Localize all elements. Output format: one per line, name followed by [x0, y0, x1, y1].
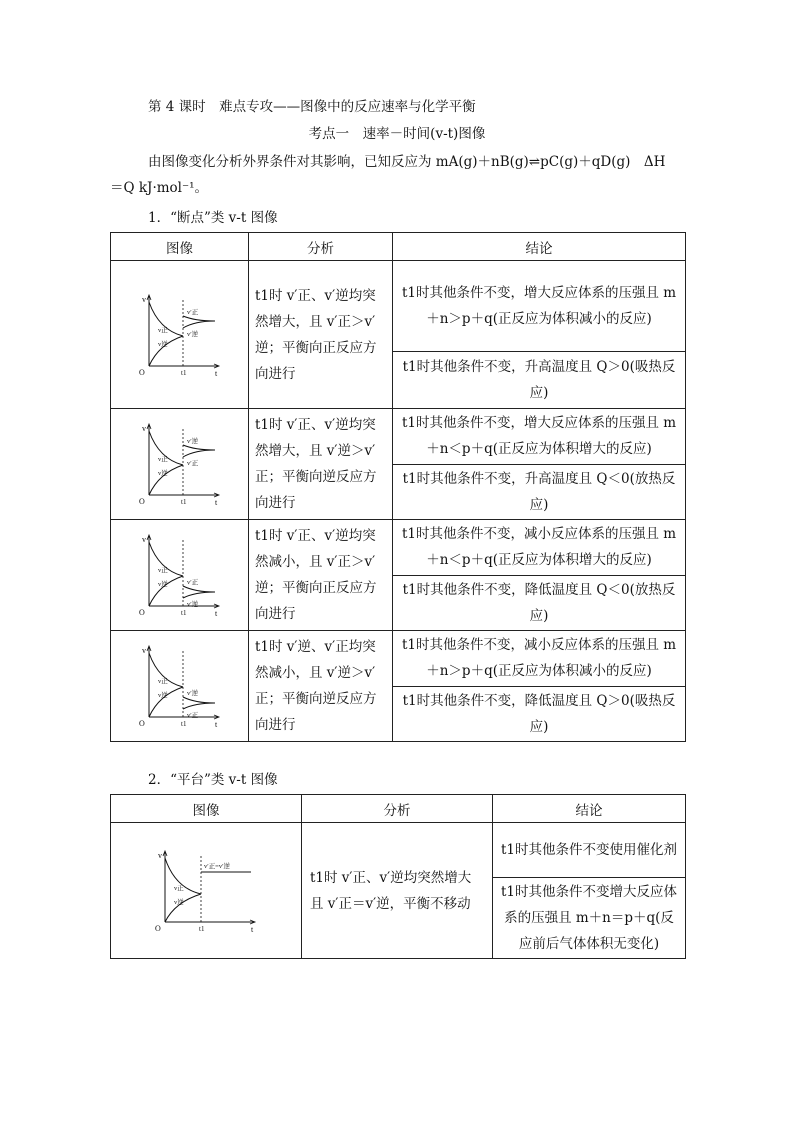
header-conclusion: 结论: [493, 795, 686, 823]
curve-lower-after: [183, 592, 215, 598]
header-graph: 图像: [111, 795, 302, 823]
axis-t-label: t: [214, 368, 217, 378]
analysis-cell: t1时 v′正、v′逆均突然减小，且 v′正＞v′逆；平衡向正反应方向进行: [249, 520, 393, 631]
label-lower-after: v′正: [186, 460, 198, 467]
page-title: 第 4 课时 难点专攻——图像中的反应速率与化学平衡: [148, 99, 476, 115]
label-v-forward: v正: [157, 456, 168, 463]
intro-line-1: 由图像变化分析外界条件对其影响，已知反应为 mA(g)＋nB(g)⇌pC(g)＋qD(g) ΔH: [148, 154, 666, 170]
conclusion-cell: t1时其他条件不变，升高温度且 Q＞0(吸热反应): [393, 352, 686, 409]
plateau-table: [110, 794, 686, 959]
t1-label: t1: [180, 498, 186, 506]
vt-graph-cell: [111, 261, 249, 409]
t1-label: t1: [199, 924, 205, 933]
t1-label: t1: [180, 720, 186, 728]
vt-graph-plateau: [151, 844, 261, 934]
curve-lower-after: [183, 321, 215, 328]
label-v-reverse: v逆: [157, 340, 168, 348]
label-v-reverse: v逆: [157, 470, 168, 477]
intro-line-2: ＝Q kJ·mol⁻¹。: [110, 180, 209, 196]
analysis-cell: t1时 v′正、v′逆均突然增大且 v′正＝v′逆，平衡不移动: [302, 823, 493, 959]
axis-t-label: t: [214, 498, 217, 507]
origin-label: O: [138, 608, 145, 617]
conclusion-cell: t1时其他条件不变，升高温度且 Q＜0(放热反应): [393, 464, 686, 520]
vt-graph-cell: [111, 631, 249, 742]
origin-label: O: [138, 497, 145, 506]
vt-graph-cell: [111, 823, 302, 959]
vt-graph-2: [135, 417, 225, 507]
label-v-forward: v正: [157, 326, 168, 334]
curve-upper-after: [183, 586, 215, 592]
vt-graph-4: [135, 639, 225, 729]
label-plateau: v′正=v′逆: [204, 862, 231, 870]
curve-lower-after: [183, 450, 215, 457]
conclusion-cell: t1时其他条件不变，减小反应体系的压强且 m＋n＜p＋q(正反应为体积增大的反应): [393, 520, 686, 576]
axis-v-label: v: [141, 424, 146, 433]
label-v-reverse: v逆: [174, 898, 184, 906]
origin-label: O: [155, 923, 161, 933]
label-lower-after: v′逆: [186, 601, 198, 608]
vt-graph-3: [135, 528, 225, 618]
conclusion-cell: t1时其他条件不变，增大反应体系的压强且 m＋n＜p＋q(正反应为体积增大的反应): [393, 409, 686, 465]
header-analysis: 分析: [249, 233, 393, 261]
label-upper-after: v′正: [186, 308, 198, 316]
label-v-forward: v正: [157, 678, 168, 685]
axis-v-label: v: [158, 850, 162, 860]
origin-label: O: [138, 367, 145, 377]
origin-label: O: [138, 719, 145, 728]
conclusion-cell: t1时其他条件不变增大反应体系的压强且 m＋n＝p＋q(反应前后气体体积无变化): [493, 878, 686, 959]
label-lower-after: v′正: [186, 712, 198, 719]
axis-v-label: v: [141, 535, 146, 544]
axis-t-label: t: [214, 720, 217, 729]
t1-label: t1: [180, 368, 186, 377]
header-analysis: 分析: [302, 795, 493, 823]
vt-graph-cell: [111, 520, 249, 631]
label-upper-after: v′正: [186, 579, 198, 586]
label-upper-after: v′逆: [186, 438, 198, 445]
axis-t-label: t: [214, 609, 217, 618]
analysis-cell: t1时 v′逆、v′正均突然减小，且 v′逆＞v′正；平衡向逆反应方向进行: [249, 631, 393, 742]
label-lower-after: v′逆: [186, 330, 198, 338]
curve-lower-after: [183, 703, 215, 709]
label-v-reverse: v逆: [157, 692, 168, 699]
section2-heading: 2．“平台”类 v-t 图像: [148, 772, 278, 788]
conclusion-cell: t1时其他条件不变，降低温度且 Q＞0(吸热反应): [393, 686, 686, 742]
vt-graph-1: [135, 288, 225, 378]
header-conclusion: 结论: [393, 233, 686, 261]
axis-v-label: v: [141, 646, 146, 655]
breakpoint-table: [110, 232, 686, 742]
conclusion-cell: t1时其他条件不变使用催化剂: [493, 823, 686, 878]
section1-heading: 1．“断点”类 v-t 图像: [148, 210, 278, 226]
axis-t-label: t: [251, 924, 254, 934]
conclusion-cell: t1时其他条件不变，增大反应体系的压强且 m＋n＞p＋q(正反应为体积减小的反应): [393, 261, 686, 352]
analysis-cell: t1时 v′正、v′逆均突然增大，且 v′正＞v′逆；平衡向正反应方向进行: [249, 261, 393, 409]
curve-upper-after: [183, 445, 215, 450]
curve-upper-after: [183, 697, 215, 703]
curve-upper-after: [183, 316, 215, 321]
conclusion-cell: t1时其他条件不变，降低温度且 Q＜0(放热反应): [393, 575, 686, 631]
section-subtitle: 考点一 速率－时间(v-t)图像: [308, 126, 486, 142]
label-v-forward: v正: [157, 567, 168, 574]
analysis-cell: t1时 v′正、v′逆均突然增大，且 v′逆＞v′正；平衡向逆反应方向进行: [249, 409, 393, 520]
header-graph: 图像: [111, 233, 249, 261]
axis-v-label: v: [141, 294, 146, 304]
label-upper-after: v′逆: [186, 690, 198, 697]
label-v-forward: v正: [174, 884, 184, 892]
vt-graph-cell: [111, 409, 249, 520]
t1-label: t1: [180, 609, 186, 617]
conclusion-cell: t1时其他条件不变，减小反应体系的压强且 m＋n＞p＋q(正反应为体积减小的反应): [393, 631, 686, 687]
label-v-reverse: v逆: [157, 581, 168, 588]
